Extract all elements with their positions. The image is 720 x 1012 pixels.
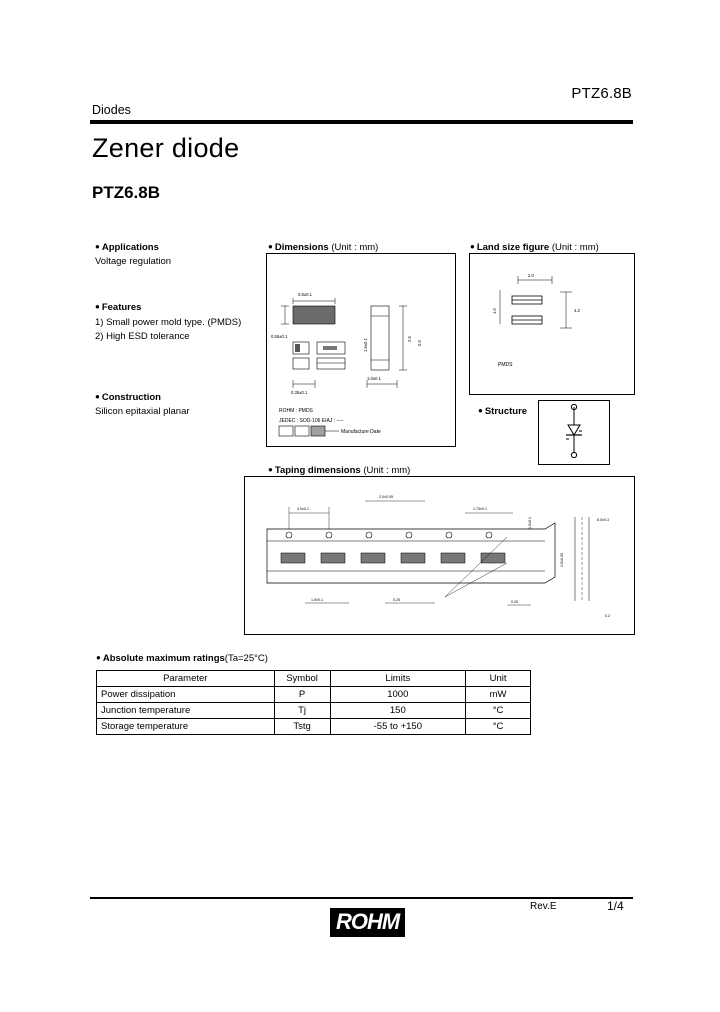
land-size-drawing [470, 254, 634, 394]
cell-parameter: Storage temperature [97, 719, 275, 735]
svg-text:1.0±0.1: 1.0±0.1 [367, 376, 381, 381]
rohm-logo: ROHM [330, 908, 405, 937]
land-size-unit: (Unit : mm) [551, 242, 599, 253]
svg-text:1.0: 1.0 [492, 308, 497, 314]
svg-text:2.0: 2.0 [528, 273, 534, 278]
column-header-unit: Unit [466, 671, 531, 687]
svg-text:0.2: 0.2 [605, 614, 610, 618]
cell-limits: -55 to +150 [330, 719, 466, 735]
taping-drawing [245, 477, 634, 634]
svg-text:4.0±0.1: 4.0±0.1 [297, 507, 309, 511]
svg-text:0.8±0.1: 0.8±0.1 [298, 292, 312, 297]
cell-unit: °C [466, 703, 531, 719]
abs-max-ratings-table [96, 670, 531, 735]
structure-figure [538, 400, 610, 465]
land-size-figure [469, 253, 635, 395]
svg-text:8.0±0.3: 8.0±0.3 [597, 518, 609, 522]
svg-text:1.75±0.1: 1.75±0.1 [473, 507, 487, 511]
features-item-2: 2) High ESD tolerance [95, 331, 190, 342]
header-category: Diodes [92, 103, 131, 117]
dimensions-unit: (Unit : mm) [331, 242, 379, 253]
svg-text:ROHM : PMDS: ROHM : PMDS [279, 408, 313, 414]
svg-text:2.5: 2.5 [407, 336, 412, 342]
footer-divider [90, 897, 633, 899]
cell-symbol: Tj [274, 703, 330, 719]
construction-heading: ● Construction [95, 392, 161, 403]
page-subtitle: PTZ6.8B [92, 183, 161, 202]
dimensions-drawing [267, 254, 455, 446]
header-part-number: PTZ6.8B [571, 85, 632, 102]
column-header-symbol: Symbol [274, 671, 330, 687]
abs-max-ratings-label: Absolute maximum ratings [102, 653, 225, 664]
applications-heading: ● Applications [95, 242, 159, 253]
table-row [97, 687, 531, 703]
svg-text:1.5±0.1: 1.5±0.1 [528, 517, 532, 529]
svg-text:PMDS: PMDS [498, 362, 513, 368]
footer-page-number: 1/4 [607, 899, 624, 913]
dimensions-heading [268, 242, 378, 253]
cell-parameter: Junction temperature [97, 703, 275, 719]
structure-heading: ● Structure [478, 406, 527, 417]
table-row [97, 703, 531, 719]
table-header-row [97, 671, 531, 687]
svg-text:0.35±0.1: 0.35±0.1 [291, 390, 308, 395]
taping-heading-label: Taping dimensions [274, 465, 361, 476]
taping-unit: (Unit : mm) [363, 465, 411, 476]
svg-text:4.2: 4.2 [574, 308, 580, 313]
structure-drawing [539, 401, 609, 464]
cell-unit: mW [466, 687, 531, 703]
svg-text:0.5: 0.5 [417, 340, 422, 346]
construction-text: Silicon epitaxial planar [95, 406, 190, 417]
column-header-parameter: Parameter [97, 671, 275, 687]
column-header-limits: Limits [330, 671, 466, 687]
cell-limits: 150 [330, 703, 466, 719]
features-heading: ● Features [95, 302, 141, 313]
abs-max-ratings-condition: (Ta=25°C) [224, 653, 268, 664]
dimensions-figure [266, 253, 456, 447]
land-size-heading-label: Land size figure [476, 242, 550, 253]
svg-text:0.25: 0.25 [511, 600, 518, 604]
svg-text:1.5±0.1: 1.5±0.1 [311, 598, 323, 602]
svg-text:0.55±0.1: 0.55±0.1 [271, 334, 288, 339]
taping-heading [268, 465, 410, 476]
land-size-heading [470, 242, 599, 253]
features-item-1: 1) Small power mold type. (PMDS) [95, 317, 242, 328]
dimensions-heading-label: Dimensions [274, 242, 329, 253]
cell-parameter: Power dissipation [97, 687, 275, 703]
cell-unit: °C [466, 719, 531, 735]
cell-symbol: Tstg [274, 719, 330, 735]
header-divider [90, 120, 633, 124]
svg-text:Manufacture Date: Manufacture Date [341, 429, 381, 435]
svg-text:1.6±0.1: 1.6±0.1 [363, 338, 368, 352]
cell-limits: 1000 [330, 687, 466, 703]
abs-max-ratings-heading [96, 653, 268, 664]
applications-text: Voltage regulation [95, 256, 172, 267]
svg-text:JEDEC : SOD-106 EIAJ : ----: JEDEC : SOD-106 EIAJ : ---- [279, 418, 344, 424]
taping-figure [244, 476, 635, 635]
svg-text:2.0±0.05: 2.0±0.05 [379, 495, 393, 499]
svg-text:3.5±0.05: 3.5±0.05 [560, 553, 564, 567]
table-row [97, 719, 531, 735]
page-title: Zener diode [92, 133, 240, 163]
cell-symbol: P [274, 687, 330, 703]
svg-text:0.25: 0.25 [393, 598, 400, 602]
footer-revision: Rev.E [530, 901, 557, 912]
